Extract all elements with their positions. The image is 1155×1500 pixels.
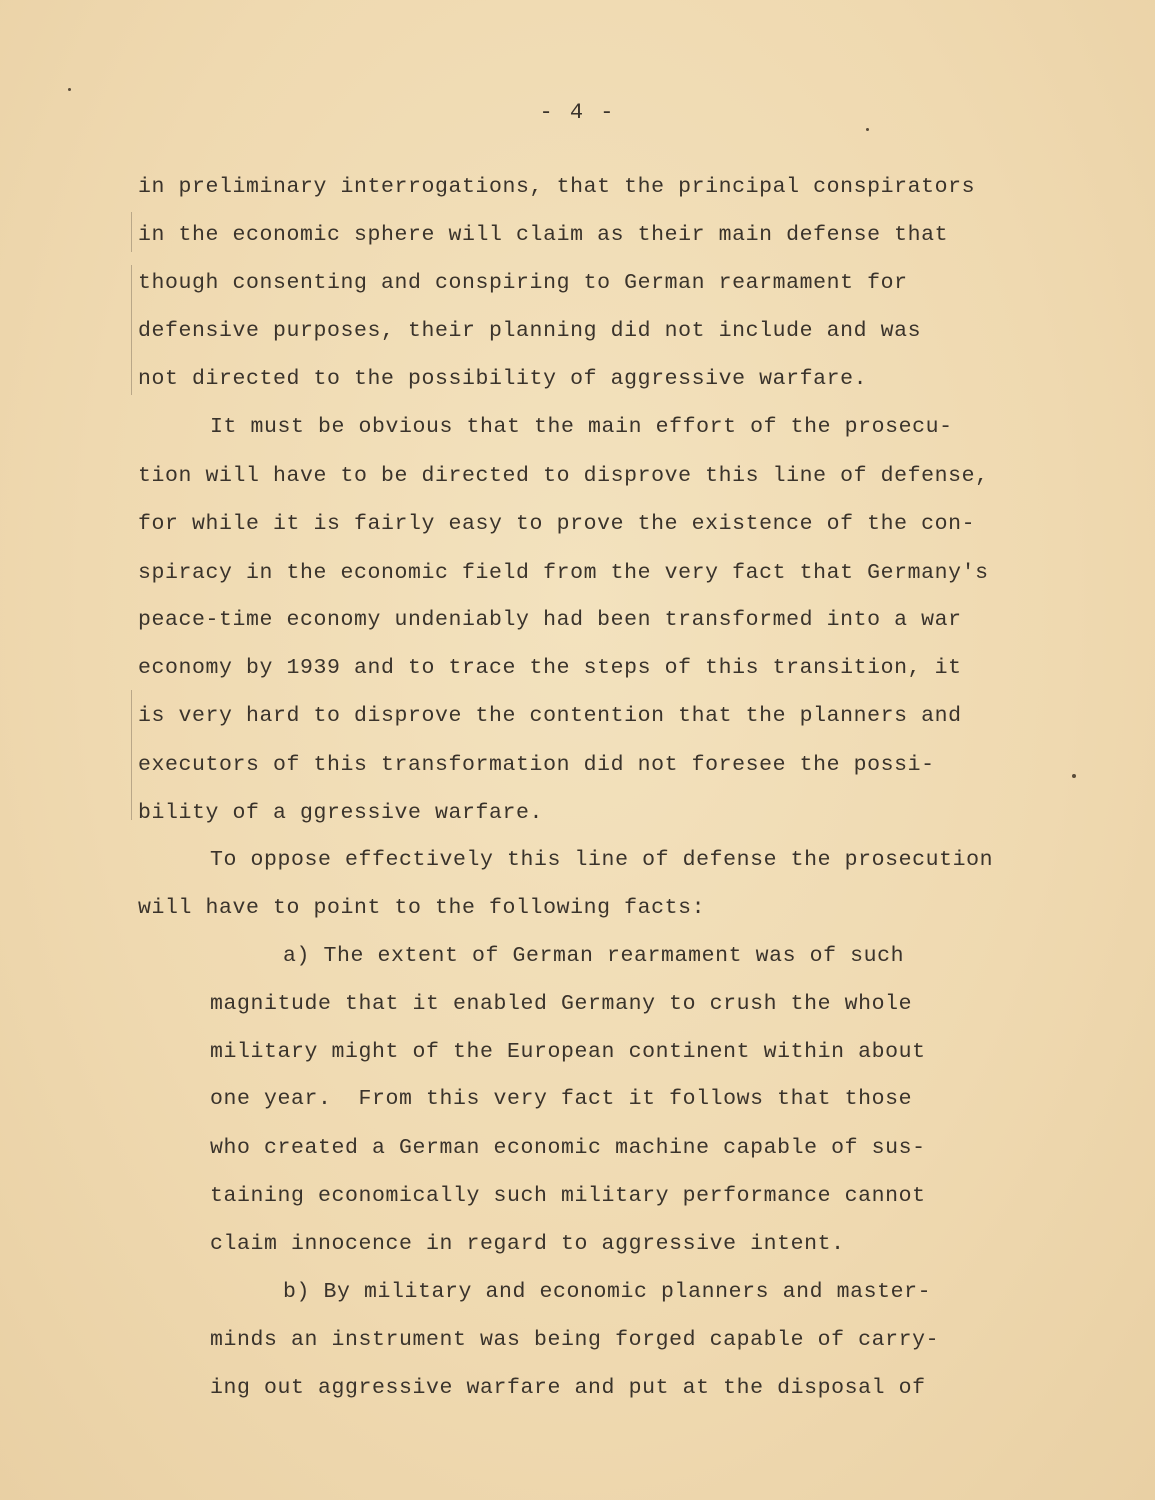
text-line: bility of a ggressive warfare.	[138, 801, 544, 825]
text-line: military might of the European continent within about	[210, 1040, 926, 1064]
text-line: b) By military and economic planners and master-	[283, 1280, 932, 1304]
text-line: taining economically such military performance cannot	[210, 1184, 926, 1208]
speck	[866, 128, 869, 131]
margin-mark	[131, 690, 132, 820]
text-line: ing out aggressive warfare and put at the disposal of	[210, 1376, 926, 1400]
text-line: is very hard to disprove the contention that the planners and	[138, 704, 962, 728]
text-line: will have to point to the following facts:	[138, 896, 706, 920]
speck	[68, 88, 71, 91]
speck	[1072, 774, 1076, 778]
margin-mark	[131, 265, 132, 395]
text-line: executors of this transformation did not foresee the possi-	[138, 753, 935, 777]
text-line: magnitude that it enabled Germany to crush the whole	[210, 992, 913, 1016]
text-line: in the economic sphere will claim as their main defense that	[138, 223, 949, 247]
text-line: tion will have to be directed to disprove this line of defense,	[138, 464, 989, 488]
text-line: claim innocence in regard to aggressive intent.	[210, 1232, 845, 1256]
text-line: defensive purposes, their planning did not include and was	[138, 319, 922, 343]
text-line: peace-time economy undeniably had been transformed into a war	[138, 608, 962, 632]
text-line: a) The extent of German rearmament was of such	[283, 944, 905, 968]
text-line: It must be obvious that the main effort of the prosecu-	[210, 415, 953, 439]
text-line: one year. From this very fact it follows that those	[210, 1087, 913, 1111]
text-line: in preliminary interrogations, that the principal conspirators	[138, 175, 976, 199]
text-line: minds an instrument was being forged capable of carry-	[210, 1328, 940, 1352]
margin-mark	[131, 212, 132, 252]
text-line: To oppose effectively this line of defense the prosecution	[210, 848, 994, 872]
text-line: spiracy in the economic field from the very fact that Germany's	[138, 561, 989, 585]
text-line: though consenting and conspiring to German rearmament for	[138, 271, 908, 295]
text-line: who created a German economic machine capable of sus-	[210, 1136, 926, 1160]
text-line: for while it is fairly easy to prove the existence of the con-	[138, 512, 976, 536]
text-line: economy by 1939 and to trace the steps of this transition, it	[138, 656, 962, 680]
text-line: not directed to the possibility of aggressive warfare.	[138, 367, 868, 391]
page-number: - 4 -	[539, 100, 616, 125]
